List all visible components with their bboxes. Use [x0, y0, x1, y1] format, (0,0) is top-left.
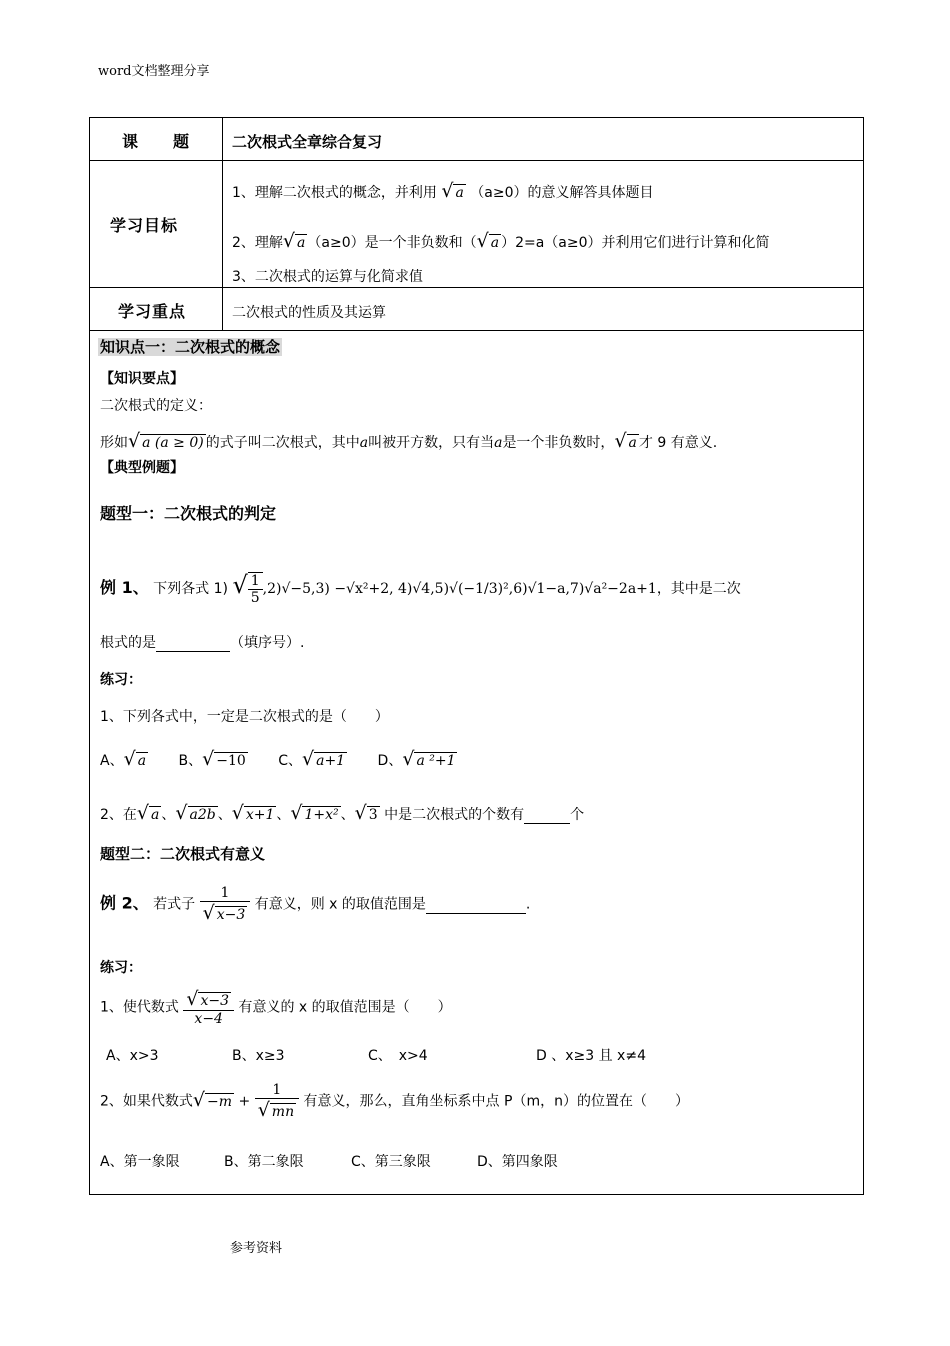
practice2-q1: 1、使代数式 $\frac{√ x-3}{x-4}$ 有意义的 x 的取值范围是（ ） — [100, 988, 452, 1027]
sqrt-a2b: √ a2b — [175, 802, 216, 824]
table-divider — [89, 287, 864, 288]
sqrt-3: √ 3 — [354, 802, 378, 824]
table-divider — [89, 330, 864, 331]
page-footer: 参考资料 — [230, 1241, 283, 1256]
sqrt-expression: √ a (a ≥ 0) — [128, 430, 204, 452]
topic-label: 课 题 — [122, 132, 191, 151]
practice2-q2-option-b: B、第二象限 — [224, 1154, 304, 1170]
table-divider — [89, 160, 864, 161]
examples-heading: 【典型例题】 — [100, 460, 184, 476]
goal-3: 3、二次根式的运算与化简求值 — [232, 269, 423, 285]
practice2-q1-option-d: D 、x≥3 且 x≠4 — [536, 1048, 646, 1064]
section-title: 知识点一：二次根式的概念 — [100, 338, 281, 356]
sqrt-a-plus-1: √ a+1 — [302, 748, 346, 770]
fraction: $\frac{1}{√ mn}$ — [255, 1082, 299, 1121]
goal-2: 2、理解√ a （a≥0）是一个非负数和（√ a ）2=a（a≥0）并利用它们进行计算和化简 — [232, 230, 770, 252]
goal-1: 1、理解二次根式的概念，并利用 √ a （a≥0）的意义解答具体题目 — [232, 180, 654, 202]
answer-blank[interactable] — [524, 807, 570, 824]
focus-label: 学习重点 — [118, 302, 187, 321]
answer-blank[interactable] — [156, 635, 230, 652]
focus-value: 二次根式的性质及其运算 — [232, 305, 386, 321]
example-2: 例 2、 若式子 $\frac{1}{√ x-3}$ 有意义，则 x 的取值范围是 . — [100, 885, 531, 924]
sqrt-a: √ a — [614, 430, 637, 452]
topic-value: 二次根式全章综合复习 — [232, 133, 383, 151]
example-1: 例 1、 下列各式 1) √ $\frac{1}{5}$ ,2)√−5,3) −√x²+2, 4)√4,5)√(−1/3)²,6)√1−a,7)√a²−2a+1，其中是二次 — [100, 571, 741, 606]
page-header: word文档整理分享 — [98, 64, 210, 79]
sqrt-a: √ a — [136, 802, 160, 824]
practice-q1-options: A、√ a B、√ −10 C、√ a+1 D、√ a ²+1 — [100, 748, 456, 770]
table-column-divider — [222, 117, 223, 330]
sqrt-a: √ a — [123, 748, 147, 770]
sqrt-neg10: √ −10 — [202, 748, 246, 770]
sqrt-neg-m: √ −m — [192, 1088, 233, 1111]
sqrt-a2-plus-1: √ a ²+1 — [402, 748, 456, 770]
goals-label: 学习目标 — [110, 216, 179, 235]
practice2-q2: 2、如果代数式√ −m + $\frac{1}{√ mn}$ 有意义，那么，直角坐标系中点 P（m，n）的位置在（ ） — [100, 1082, 689, 1121]
sqrt-fraction: √ $\frac{1}{5}$ — [232, 571, 262, 606]
practice-q2: 2、在√ a 、√ a2b 、√ x+1 、√ 1+x² 、√ 3 中是二次根式的个数有 个 — [100, 802, 585, 824]
sqrt-1-plus-x2: √ 1+x² — [290, 802, 339, 824]
practice-heading: 练习： — [100, 672, 142, 688]
answer-blank[interactable] — [426, 897, 526, 914]
definition-text: 形如√ a (a ≥ 0) 的式子叫二次根式，其中a叫被开方数，只有当a是一个非负数时，√ a 才 9 有意义. — [100, 430, 718, 452]
sqrt-a: √ a — [476, 230, 500, 252]
practice2-q2-option-c: C、第三象限 — [351, 1154, 431, 1170]
practice2-q1-option-c: C、 x>4 — [368, 1048, 428, 1064]
sqrt-a: √ a — [282, 230, 306, 252]
sqrt-a: √ a — [441, 180, 464, 202]
type1-title: 题型一：二次根式的判定 — [100, 504, 277, 523]
lesson-table — [89, 117, 864, 1195]
fraction: $\frac{√ x-3}{x-4}$ — [183, 988, 234, 1027]
practice2-q2-option-d: D、第四象限 — [477, 1154, 558, 1170]
definition-label: 二次根式的定义： — [100, 398, 212, 414]
key-points-heading: 【知识要点】 — [100, 371, 184, 387]
fraction: $\frac{1}{√ x-3}$ — [200, 885, 251, 924]
practice2-q1-option-b: B、x≥3 — [232, 1048, 285, 1064]
practice-q1: 1、下列各式中，一定是二次根式的是（ ） — [100, 709, 389, 725]
practice2-q2-option-a: A、第一象限 — [100, 1154, 180, 1170]
type2-title: 题型二：二次根式有意义 — [100, 845, 266, 863]
example-1-line2: 根式的是 （填序号）. — [100, 635, 305, 651]
practice-heading: 练习： — [100, 960, 142, 976]
sqrt-x-plus-1: √ x+1 — [231, 802, 275, 824]
practice2-q1-option-a: A、x>3 — [106, 1048, 159, 1064]
